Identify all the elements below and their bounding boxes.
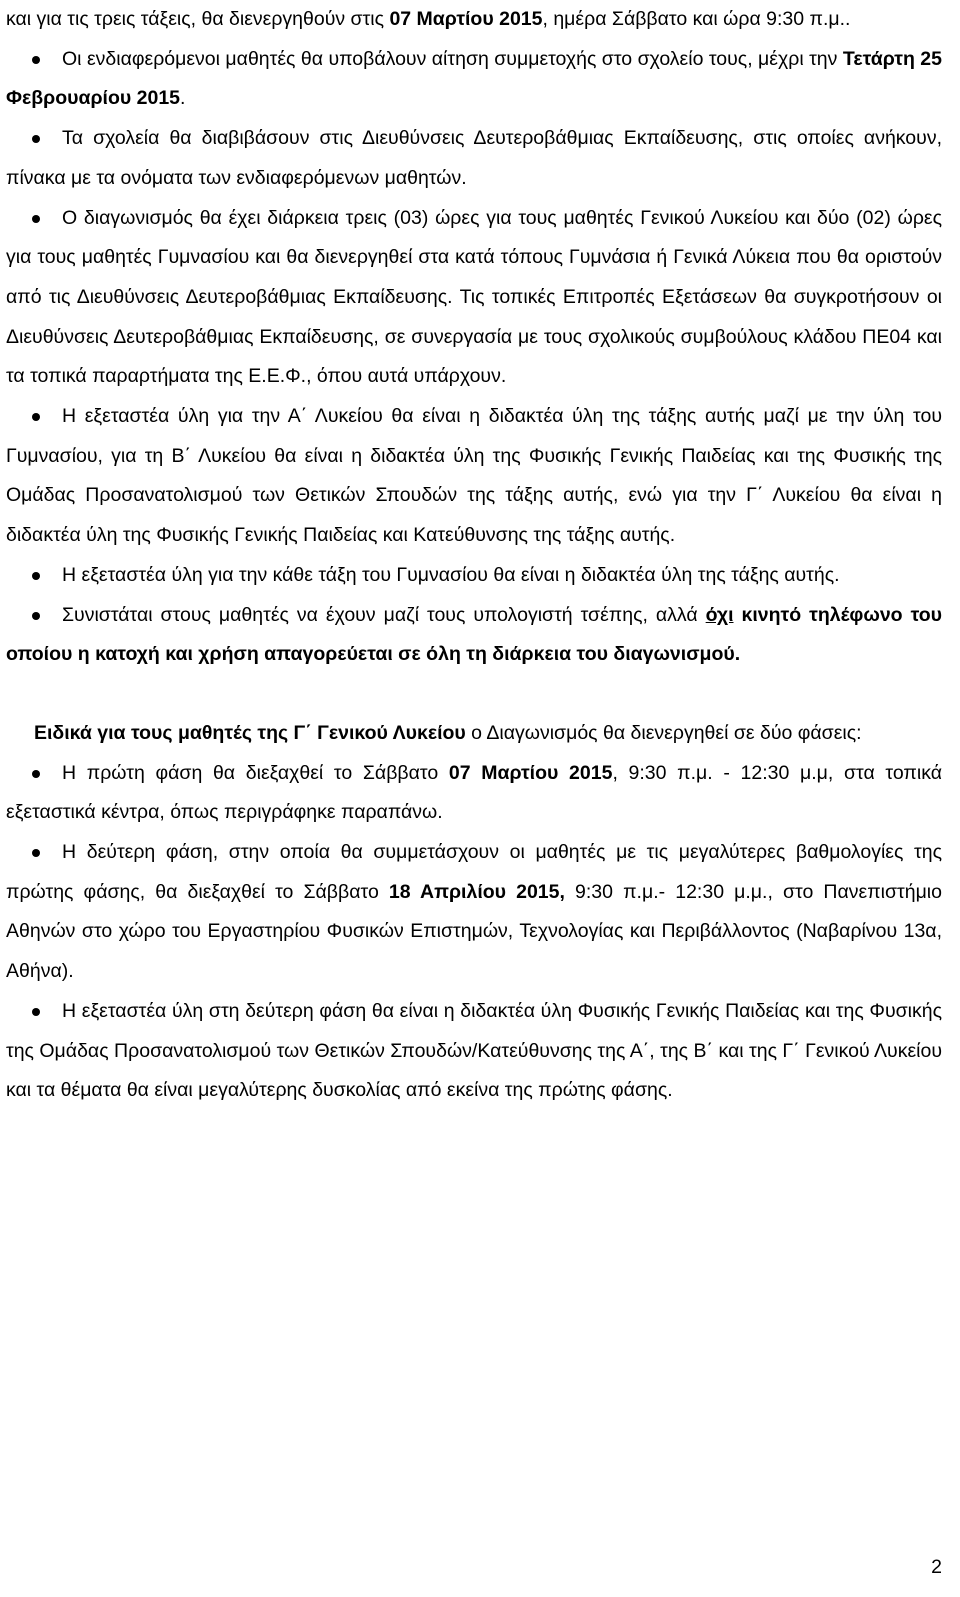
bullet-dot [32, 572, 40, 580]
bullet-duration-and-venues: Ο διαγωνισμός θα έχει διάρκεια τρεις (03) ώρες για τους μαθητές Γενικού Λυκείου και δύο (02) ώρες για τους μαθητές Γυμνασίου και θα διενεργηθεί στα κατά τόπους Γυμνάσια ή Γενικά Λύκεια που θα οριστούν από τις Διευθύνσεις Δευτεροβάθμιας Εκπαίδευσης. Τις τοπικές Επιτροπές Εξετάσεων θα συγκροτήσουν οι Διευθύνσεις Δευτεροβάθμιας Εκπαίδευσης, σε συνεργασία με τους σχολικούς συμβούλους κλάδου ΠΕ04 και τα τοπικά παραρτήματα της Ε.Ε.Φ., όπου αυτά υπάρχουν. [6, 206, 942, 388]
bullet-dot [32, 1008, 40, 1016]
bullet-lyceum-syllabus: Η εξεταστέα ύλη για την Α΄ Λυκείου θα είναι η διδακτέα ύλη της τάξης αυτής μαζί με την ύλη του Γυμνασίου, για τη Β΄ Λυκείου θα είναι η διδακτέα ύλη της Φυσικής Γενικής Παιδείας και της Φυσικής της Ομάδας Προσανατολισμού των Θετικών Σπουδών της τάξης αυτής, ενώ για την Γ΄ Λυκείου θα είναι η διδακτέα ύλη της Φυσικής Γενικής Παιδείας και Κατεύθυνσης της τάξης αυτής. [6, 405, 942, 547]
document-body [6, 0, 942, 1111]
intro-paragraph: και για τις τρεις τάξεις, θα διενεργηθούν στις 07 Μαρτίου 2015, ημέρα Σάββατο και ώρα 9:30 π.μ.. [6, 8, 851, 30]
bullet-second-phase-syllabus: Η εξεταστέα ύλη στη δεύτερη φάση θα είναι η διδακτέα ύλη Φυσικής Γενικής Παιδείας και της Φυσικής της Ομάδας Προσανατολισμού των Θετικών Σπουδών/Κατεύθυνσης της Α΄, της Β΄ και της Γ΄ Γενικού Λυκείου και τα θέματα θα είναι μεγαλύτερης δυσκολίας από εκείνα της πρώτης φάσης. [6, 999, 942, 1102]
bullet-dot [32, 849, 40, 857]
bullet-second-phase: Η δεύτερη φάση, στην οποία θα συμμετάσχουν οι μαθητές με τις μεγαλύτερες βαθμολογίες της πρώτης φάσης, θα διεξαχθεί το Σάββατο 18 Απριλίου 2015, 9:30 π.μ.- 12:30 μ.μ., στο Πανεπιστήμιο Αθηνών στο χώρο του Εργαστηρίου Φυσικών Επιστημών, Τεχνολογίας και Περιβάλλοντος (Ναβαρίνου 13α, Αθήνα). [6, 841, 942, 983]
bullet-dot [32, 612, 40, 620]
bullet-dot [32, 56, 40, 64]
bullet-dot [32, 215, 40, 223]
bullet-dot [32, 770, 40, 778]
bullet-gymnasium-syllabus: Η εξεταστέα ύλη για την κάθε τάξη του Γυμνασίου θα είναι η διδακτέα ύλη της τάξης αυτής. [6, 556, 942, 596]
bullet-dot [32, 135, 40, 143]
page-number: 2 [931, 1556, 942, 1578]
bullet-first-phase: Η πρώτη φάση θα διεξαχθεί το Σάββατο 07 Μαρτίου 2015, 9:30 π.μ. - 12:30 μ.μ, στα τοπικά εξεταστικά κέντρα, όπως περιγράφηκε παραπάνω. [6, 761, 942, 824]
bullet-school-lists: Τα σχολεία θα διαβιβάσουν στις Διευθύνσεις Δευτεροβάθμιας Εκπαίδευσης, στις οποίες ανήκουν, πίνακα με τα ονόματα των ενδιαφερόμενων μαθητών. [6, 127, 942, 189]
bullet-calculator-rule: Συνιστάται στους μαθητές να έχουν μαζί τους υπολογιστή τσέπης, αλλά όχι κινητό τηλέφωνο του οποίου η κατοχή και χρήση απαγορεύεται σε όλη τη διάρκεια του διαγωνισμού. [6, 603, 942, 666]
special-lyceum-paragraph: Ειδικά για τους μαθητές της Γ΄ Γενικού Λυκείου ο Διαγωνισμός θα διενεργηθεί σε δύο φάσεις: [34, 721, 862, 744]
bullet-dot [32, 413, 40, 421]
bullet-application-deadline: Οι ενδιαφερόμενοι μαθητές θα υποβάλουν αίτηση συμμετοχής στο σχολείο τους, μέχρι την Τετάρτη 25 Φεβρουαρίου 2015. [6, 47, 943, 110]
